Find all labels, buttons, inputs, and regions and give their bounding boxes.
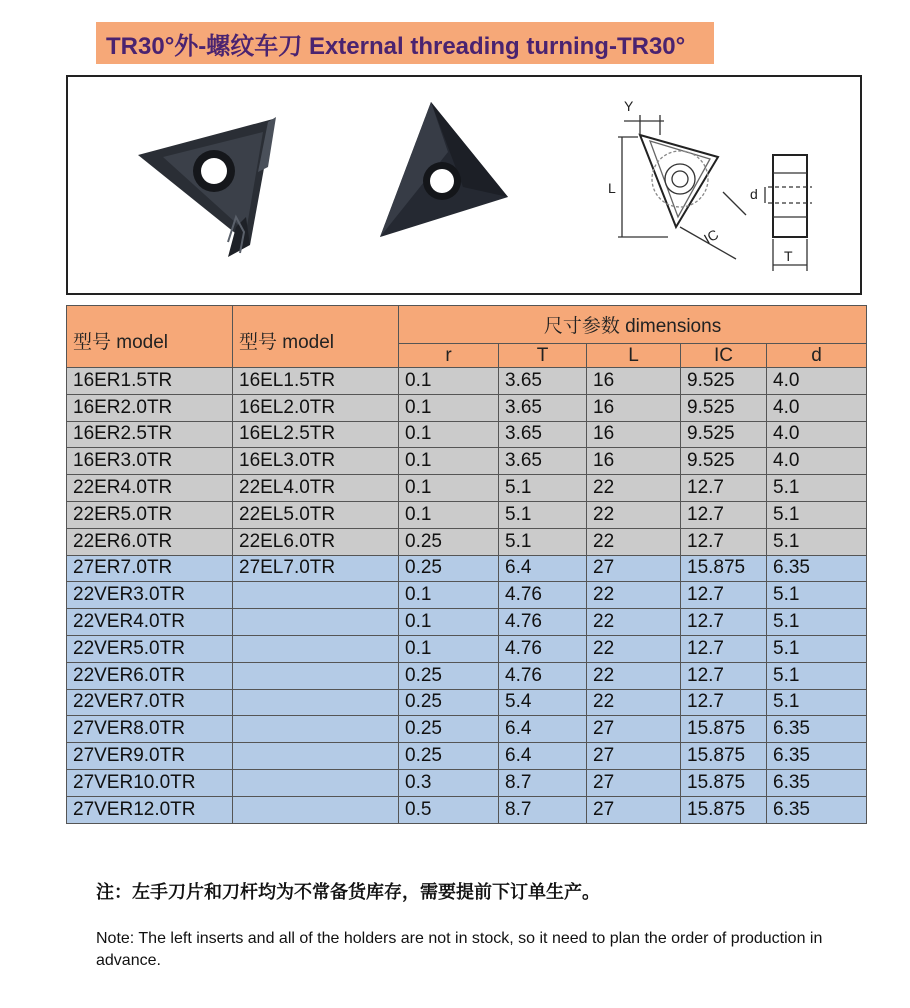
cell-d: 4.0 [767, 368, 867, 395]
cell-model-right: 22VER3.0TR [67, 582, 233, 609]
cell-model-right: 22VER6.0TR [67, 662, 233, 689]
cell-l: 16 [587, 368, 681, 395]
cell-t: 4.76 [499, 609, 587, 636]
cell-model-right: 22VER5.0TR [67, 635, 233, 662]
cell-l: 27 [587, 743, 681, 770]
note-english: Note: The left inserts and all of the holders are not in stock, so it need to plan the order of production in advance. [96, 930, 823, 969]
cell-ic: 12.7 [681, 609, 767, 636]
cell-model-left: 22EL5.0TR [233, 501, 399, 528]
cell-model-left: 16EL3.0TR [233, 448, 399, 475]
cell-d: 6.35 [767, 796, 867, 823]
cell-ic: 9.525 [681, 421, 767, 448]
cell-model-left [233, 662, 399, 689]
cell-l: 27 [587, 769, 681, 796]
cell-model-left [233, 796, 399, 823]
cell-r: 0.25 [399, 555, 499, 582]
cell-ic: 15.875 [681, 555, 767, 582]
dim-label-l: L [608, 180, 616, 196]
cell-r: 0.25 [399, 662, 499, 689]
header-model-right: 型号 model [67, 306, 233, 368]
cell-model-right: 22ER4.0TR [67, 475, 233, 502]
cell-model-left: 16EL2.0TR [233, 394, 399, 421]
cell-t: 4.76 [499, 662, 587, 689]
dim-label-ic: IC [701, 225, 722, 247]
dim-label-t: T [784, 248, 793, 264]
cell-d: 5.1 [767, 528, 867, 555]
cell-ic: 15.875 [681, 743, 767, 770]
dim-label-y: Y [624, 98, 634, 114]
cell-r: 0.25 [399, 716, 499, 743]
cell-model-right: 27VER9.0TR [67, 743, 233, 770]
cell-d: 5.1 [767, 475, 867, 502]
cell-r: 0.1 [399, 609, 499, 636]
cell-model-left [233, 582, 399, 609]
table-row [67, 501, 867, 528]
cell-r: 0.1 [399, 475, 499, 502]
cell-model-right: 22VER4.0TR [67, 609, 233, 636]
cell-model-left [233, 689, 399, 716]
cell-d: 5.1 [767, 501, 867, 528]
cell-model-right: 16ER3.0TR [67, 448, 233, 475]
cell-r: 0.1 [399, 394, 499, 421]
cell-model-right: 22VER7.0TR [67, 689, 233, 716]
cell-r: 0.1 [399, 635, 499, 662]
cell-r: 0.1 [399, 421, 499, 448]
cell-l: 16 [587, 448, 681, 475]
cell-ic: 12.7 [681, 501, 767, 528]
cell-ic: 12.7 [681, 582, 767, 609]
table-row [67, 368, 867, 395]
cell-ic: 15.875 [681, 716, 767, 743]
cell-model-left [233, 769, 399, 796]
cell-l: 27 [587, 796, 681, 823]
cell-l: 22 [587, 475, 681, 502]
cell-model-right: 16ER2.0TR [67, 394, 233, 421]
dim-label-d: d [750, 186, 758, 202]
header-r: r [399, 344, 499, 368]
cell-model-right: 22ER6.0TR [67, 528, 233, 555]
table-row [67, 528, 867, 555]
cell-d: 5.1 [767, 609, 867, 636]
cell-model-left: 16EL1.5TR [233, 368, 399, 395]
cell-t: 3.65 [499, 394, 587, 421]
cell-model-right: 16ER2.5TR [67, 421, 233, 448]
cell-t: 3.65 [499, 421, 587, 448]
insert-dimension-drawing [618, 115, 812, 271]
cell-d: 6.35 [767, 743, 867, 770]
table-row [67, 555, 867, 582]
table-row [67, 716, 867, 743]
cell-l: 22 [587, 501, 681, 528]
cell-t: 3.65 [499, 368, 587, 395]
cell-d: 4.0 [767, 448, 867, 475]
cell-t: 6.4 [499, 716, 587, 743]
cell-model-right: 27ER7.0TR [67, 555, 233, 582]
cell-r: 0.1 [399, 582, 499, 609]
cell-model-left [233, 743, 399, 770]
cell-d: 5.1 [767, 582, 867, 609]
cell-ic: 9.525 [681, 368, 767, 395]
table-body [67, 368, 867, 824]
cell-ic: 12.7 [681, 662, 767, 689]
cell-t: 8.7 [499, 796, 587, 823]
insert-photo-right [380, 102, 508, 237]
cell-r: 0.1 [399, 448, 499, 475]
cell-model-left [233, 609, 399, 636]
cell-model-left [233, 635, 399, 662]
table-row [67, 475, 867, 502]
cell-t: 8.7 [499, 769, 587, 796]
cell-l: 16 [587, 421, 681, 448]
cell-d: 6.35 [767, 555, 867, 582]
cell-model-right: 16ER1.5TR [67, 368, 233, 395]
cell-t: 4.76 [499, 582, 587, 609]
cell-t: 3.65 [499, 448, 587, 475]
cell-model-right: 22ER5.0TR [67, 501, 233, 528]
cell-ic: 15.875 [681, 769, 767, 796]
cell-r: 0.25 [399, 743, 499, 770]
note-chinese: 注：左手刀片和刀杆均为不常备货库存，需要提前下订单生产。 [96, 882, 600, 902]
cell-ic: 12.7 [681, 635, 767, 662]
cell-l: 22 [587, 609, 681, 636]
cell-t: 6.4 [499, 555, 587, 582]
cell-r: 0.1 [399, 501, 499, 528]
cell-ic: 15.875 [681, 796, 767, 823]
cell-t: 5.4 [499, 689, 587, 716]
table-row [67, 609, 867, 636]
cell-d: 5.1 [767, 689, 867, 716]
table-row [67, 769, 867, 796]
cell-model-left [233, 716, 399, 743]
cell-ic: 9.525 [681, 448, 767, 475]
cell-d: 5.1 [767, 635, 867, 662]
header-model-left: 型号 model [233, 306, 399, 368]
cell-r: 0.25 [399, 689, 499, 716]
cell-l: 22 [587, 689, 681, 716]
cell-l: 16 [587, 394, 681, 421]
header-l: L [587, 344, 681, 368]
header-t: T [499, 344, 587, 368]
table-row [67, 448, 867, 475]
cell-model-left: 22EL6.0TR [233, 528, 399, 555]
cell-l: 27 [587, 555, 681, 582]
cell-d: 5.1 [767, 662, 867, 689]
cell-d: 6.35 [767, 769, 867, 796]
cell-ic: 12.7 [681, 528, 767, 555]
cell-model-left: 22EL4.0TR [233, 475, 399, 502]
cell-l: 27 [587, 716, 681, 743]
page-title: TR30°外-螺纹车刀 External threading turning-TR30° [96, 22, 714, 64]
table-row [67, 421, 867, 448]
cell-t: 5.1 [499, 528, 587, 555]
cell-d: 4.0 [767, 421, 867, 448]
header-ic: IC [681, 344, 767, 368]
cell-l: 22 [587, 635, 681, 662]
cell-r: 0.1 [399, 368, 499, 395]
table-row [67, 662, 867, 689]
cell-l: 22 [587, 582, 681, 609]
table-row [67, 689, 867, 716]
table-row [67, 796, 867, 823]
cell-r: 0.5 [399, 796, 499, 823]
insert-illustration [68, 77, 860, 293]
cell-model-right: 27VER8.0TR [67, 716, 233, 743]
table-row [67, 394, 867, 421]
cell-t: 5.1 [499, 475, 587, 502]
cell-r: 0.3 [399, 769, 499, 796]
header-d: d [767, 344, 867, 368]
table-row [67, 582, 867, 609]
table-row [67, 635, 867, 662]
cell-model-left: 16EL2.5TR [233, 421, 399, 448]
dimensions-table [66, 305, 867, 824]
table-row [67, 743, 867, 770]
insert-photo-left [138, 117, 276, 257]
cell-d: 4.0 [767, 394, 867, 421]
cell-model-right: 27VER10.0TR [67, 769, 233, 796]
cell-d: 6.35 [767, 716, 867, 743]
cell-ic: 12.7 [681, 689, 767, 716]
insert-illustration-panel [66, 75, 862, 295]
cell-r: 0.25 [399, 528, 499, 555]
cell-model-right: 27VER12.0TR [67, 796, 233, 823]
cell-l: 22 [587, 662, 681, 689]
cell-t: 6.4 [499, 743, 587, 770]
header-dimensions: 尺寸参数 dimensions [399, 306, 867, 344]
cell-ic: 12.7 [681, 475, 767, 502]
cell-t: 5.1 [499, 501, 587, 528]
cell-model-left: 27EL7.0TR [233, 555, 399, 582]
cell-l: 22 [587, 528, 681, 555]
cell-t: 4.76 [499, 635, 587, 662]
cell-ic: 9.525 [681, 394, 767, 421]
